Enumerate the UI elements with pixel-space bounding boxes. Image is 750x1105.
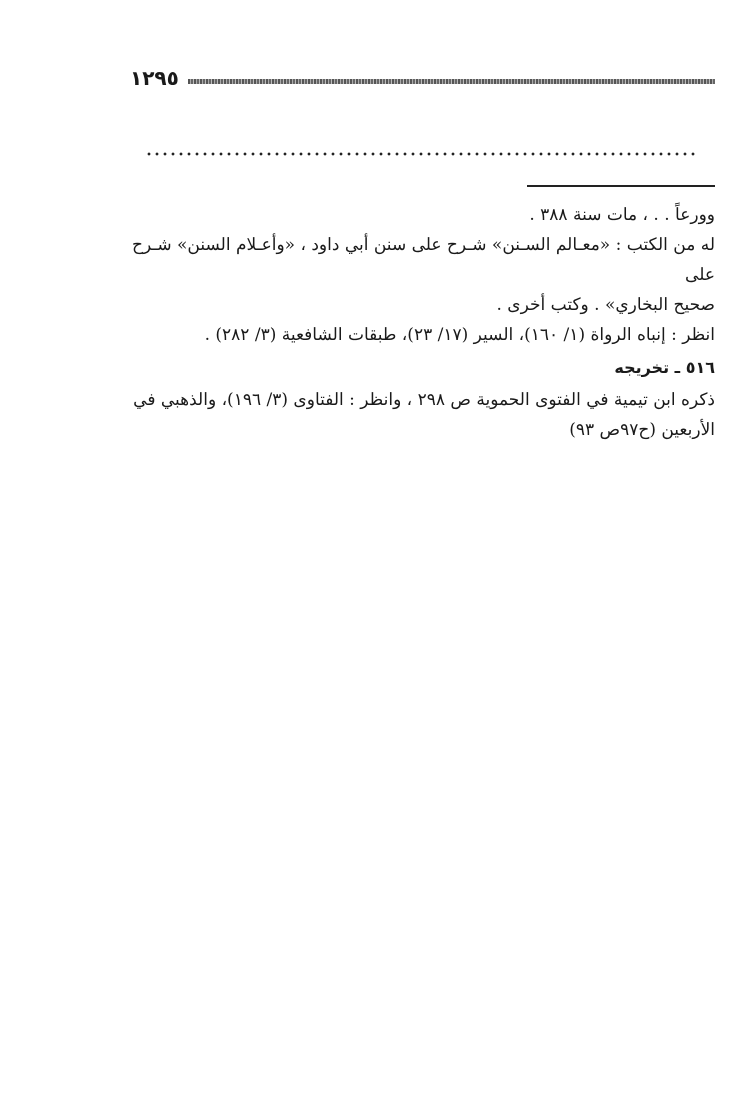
page-header (130, 66, 715, 92)
footnote-rule (527, 185, 715, 187)
footnote-line: صحيح البخاري» . وكتب أخرى . (496, 295, 715, 315)
page-number: ١٢٩٥ (130, 66, 179, 90)
dotted-separator (145, 152, 697, 156)
footnote-line: انظر : إنباه الرواة (١/ ١٦٠)، السير (١٧/ ٢٣)، طبقات الشافعية (٣/ ٢٨٢) . (204, 325, 715, 345)
footnote-line: وورعاً . . ، مات سنة ٣٨٨ . (529, 205, 715, 225)
section-line: ذكره ابن تيمية في الفتوى الحموية ص ٢٩٨ ، وانظر : الفتاوى (٣/ ١٩٦)، والذهبي في (133, 390, 715, 410)
section-line: الأربعين (ح٩٧ص ٩٣) (569, 420, 715, 440)
page-body (115, 200, 715, 445)
section-heading: ٥١٦ ـ تخريجه (614, 358, 715, 377)
footnote-line: له من الكتب : «معـالم السـنن» شـرح على سنن أبي داود ، «وأعـلام السنن» شـرح على (132, 235, 715, 285)
header-rule (188, 79, 715, 84)
